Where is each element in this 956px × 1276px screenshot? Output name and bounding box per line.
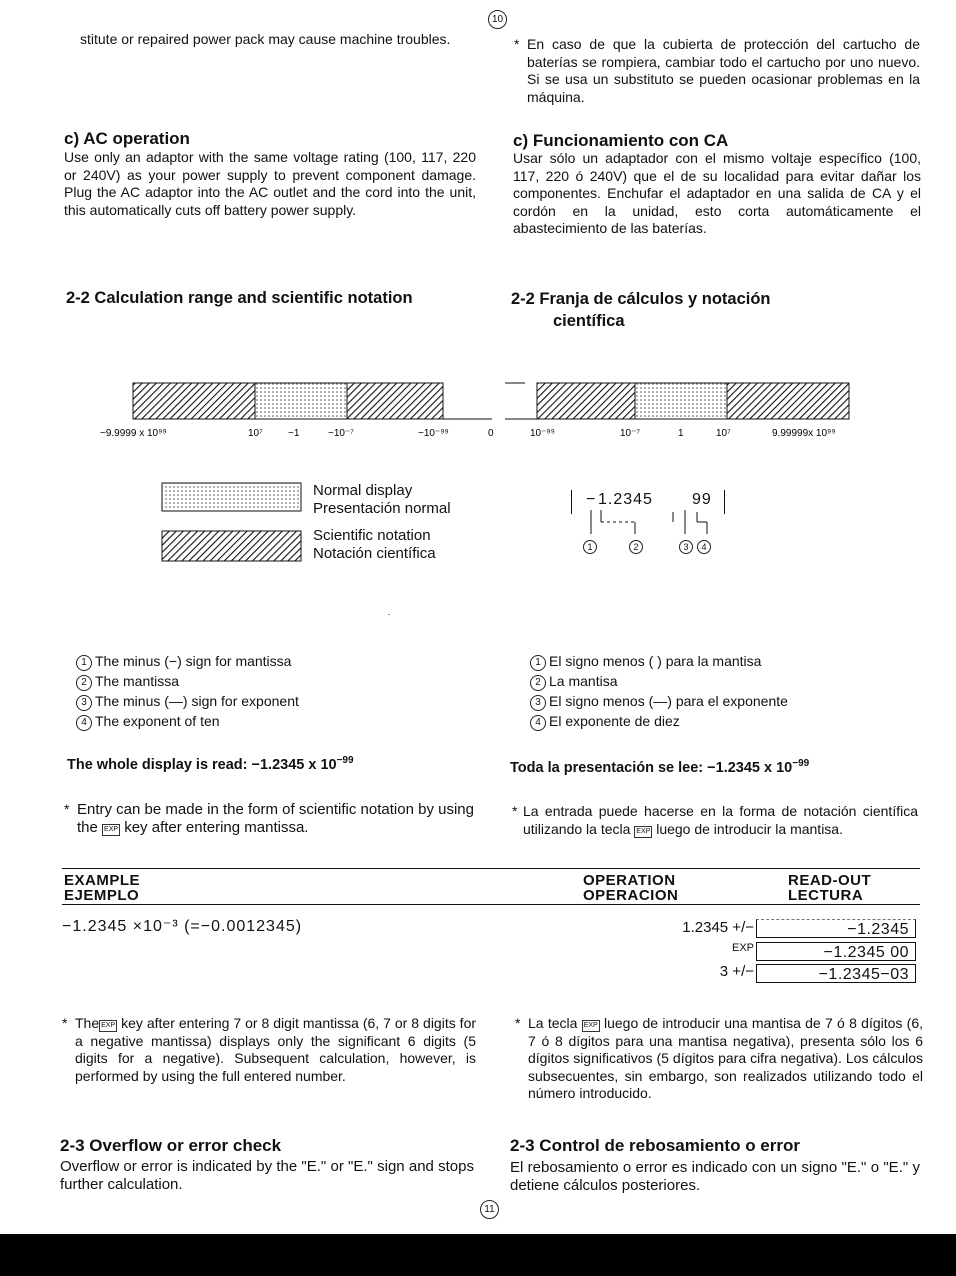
right-section-2-3-body: El rebosamiento o error es indicado con un signo "E." o "E." y detiene cálculos posteriores. bbox=[510, 1159, 920, 1194]
right-item-2: 2 La mantisa bbox=[530, 671, 788, 691]
exp-key-icon: EXP bbox=[634, 826, 652, 838]
right-exp-note: * La tecla EXP luego de introducir una mantisa de 7 ó 8 dígitos (6, 7 ó 8 dígitos para una mantisa negativa), presenta sólo los 6 dígitos significativos (5 dígitos para cifra negativa). Los cálculos subsecuentes, sin embargo, son realizados utilizando todo el número introducido. bbox=[515, 1015, 924, 1102]
table-op-3: 3 +/− bbox=[719, 963, 754, 980]
left-exp-note: * The EXP key after entering 7 or 8 digit mantissa (6, 7 or 8 digits for a negative mantissa) displays only the significant 6 digits (5 digits for a negative). Subsequent calculation, however, is performed by using the full entered number. bbox=[62, 1015, 477, 1084]
range-label-neg-10-neg7: −10⁻⁷ bbox=[328, 428, 354, 439]
display-mantissa: 1.2345 bbox=[598, 491, 653, 508]
marker-1: 1 bbox=[583, 540, 597, 554]
range-label-zero: 0 bbox=[488, 428, 494, 439]
right-section-2-2-title-2: científica bbox=[553, 312, 625, 330]
left-ac-title: c) AC operation bbox=[64, 129, 190, 148]
right-read-line: Toda la presentación se lee: −1.2345 x $10^{-99}$ bbox=[510, 758, 810, 776]
right-sci-range bbox=[727, 383, 849, 419]
display-exponent: 99 bbox=[692, 491, 712, 508]
right-ac-title: c) Funcionamiento con CA bbox=[513, 131, 729, 150]
table-header-example-es: EJEMPLO bbox=[64, 887, 140, 904]
display-pointer-lines bbox=[575, 508, 725, 538]
left-section-2-2-title: 2-2 Calculation range and scientific notation bbox=[66, 289, 413, 307]
right-intro-block: * En caso de que la cubierta de protección del cartucho de baterías se rompiera, cambiar todo el cartucho por uno nuevo. Si se usa un substituto se pueden ocasionar problemas en la máquina. bbox=[514, 36, 920, 105]
table-readout-2: −1.2345 00 bbox=[756, 942, 916, 961]
exp-key-icon: EXP bbox=[582, 1020, 600, 1032]
table-header-readout-en: READ-OUT bbox=[788, 872, 872, 889]
range-label-right-10-7: 10⁷ bbox=[716, 428, 731, 439]
page-number-bottom-label: 11 bbox=[480, 1200, 499, 1219]
left-section-2-3-body: Overflow or error is indicated by the "E." or "E." sign and stops further calculation. bbox=[60, 1158, 474, 1193]
range-label-10-neg99: 10⁻⁹⁹ bbox=[530, 428, 555, 439]
page-number-top bbox=[488, 10, 510, 29]
right-ac-body: Usar sólo un adaptador con el mismo voltaje específico (100, 117, 220 ó 240V) que el de su localidad para evitar dañar los componentes. Enchufar el adaptador en una salida de CA y el cordón en la unidad, esto corta automáticamente el abastecimiento de las baterías. bbox=[513, 150, 921, 237]
left-intro: stitute or repaired power pack may cause machine troubles. bbox=[80, 31, 451, 47]
page-number-top-label: 10 bbox=[488, 10, 507, 29]
range-label-neg-max: −9.9999 x 10⁹⁹ bbox=[100, 428, 167, 439]
right-entry-note: * La entrada puede hacerse en la forma de notación científica utilizando la tecla EXP luego de introducir la mantisa. bbox=[512, 803, 918, 837]
left-read-line: The whole display is read: −1.2345 x $10^{-99}$ bbox=[67, 755, 354, 773]
right-section-2-3-title: 2-3 Control de rebosamiento o error bbox=[510, 1136, 800, 1155]
table-op-1: 1.2345 +/− bbox=[682, 919, 754, 936]
right-item-list bbox=[530, 651, 788, 731]
table-header-example-en: EXAMPLE bbox=[64, 872, 141, 889]
display-minus: − bbox=[586, 491, 597, 508]
left-section-2-3-title: 2-3 Overflow or error check bbox=[60, 1136, 282, 1155]
table-header-readout-es: LECTURA bbox=[788, 887, 864, 904]
table-op-2: EXP bbox=[731, 942, 754, 954]
table-readout-3: −1.2345−03 bbox=[756, 964, 916, 983]
legend-sci-en: Scientific notation bbox=[313, 527, 431, 544]
left-item-4: 4 The exponent of ten bbox=[76, 711, 299, 731]
right-item-3: 3 El signo menos (—) para el exponente bbox=[530, 691, 788, 711]
table-header-operation-es: OPERACION bbox=[583, 887, 679, 904]
right-intro: En caso de que la cubierta de protección del cartucho de baterías se rompiera, cambiar todo el cartucho por uno nuevo. Si se usa un substituto se pueden ocasionar problemas en la máquina. bbox=[527, 36, 920, 105]
right-normal-range bbox=[635, 383, 727, 419]
table-example: −1.2345 ×10⁻³ (=−0.0012345) bbox=[62, 918, 303, 935]
range-label-one: 1 bbox=[678, 428, 684, 439]
right-section-2-2-title-1: 2-2 Franja de cálculos y notación bbox=[511, 290, 771, 308]
left-item-2: 2 The mantissa bbox=[76, 671, 299, 691]
legend-normal-es: Presentación normal bbox=[313, 500, 451, 517]
right-small-sci-range bbox=[537, 383, 635, 419]
left-sci-range bbox=[133, 383, 255, 419]
legend-swatches bbox=[161, 482, 303, 564]
right-item-1: 1 El signo menos ( ) para la mantisa bbox=[530, 651, 788, 671]
exp-key-icon: EXP bbox=[102, 824, 120, 836]
legend-normal-swatch bbox=[162, 483, 301, 511]
marker-2: 2 bbox=[629, 540, 643, 554]
marker-4: 4 bbox=[697, 540, 711, 554]
table-header-operation-en: OPERATION bbox=[583, 872, 676, 889]
table-readout-1: −1.2345 bbox=[756, 919, 916, 938]
range-diagram bbox=[100, 375, 890, 445]
exp-key-icon: EXP bbox=[99, 1020, 117, 1032]
left-ac-body: Use only an adaptor with the same voltage rating (100, 117, 220 or 240V) as your power supply to prevent component damage. Plug the AC adaptor into the AC outlet and the cord into the unit, this automatically cuts off battery power supply. bbox=[64, 149, 476, 218]
range-label-10-neg7: 10⁻⁷ bbox=[620, 428, 641, 439]
range-label-neg-10-neg99: −10⁻⁹⁹ bbox=[418, 428, 449, 439]
range-label-pos-max: 9.99999x 10⁹⁹ bbox=[772, 428, 836, 439]
range-label-neg-1: −1 bbox=[288, 428, 300, 439]
right-item-4: 4 El exponente de diez bbox=[530, 711, 788, 731]
left-item-list bbox=[76, 651, 299, 731]
legend-sci-es: Notación científica bbox=[313, 545, 436, 562]
range-label-10-7: 10⁷ bbox=[248, 428, 263, 439]
left-normal-range bbox=[255, 383, 347, 419]
left-entry-note: * Entry can be made in the form of scientific notation by using the EXP key after entering mantissa. bbox=[64, 801, 474, 836]
legend-normal-en: Normal display bbox=[313, 482, 413, 499]
marker-3: 3 bbox=[679, 540, 693, 554]
left-item-3: 3 The minus (—) sign for exponent bbox=[76, 691, 299, 711]
left-small-sci-range bbox=[347, 383, 443, 419]
left-item-1: 1 The minus (−) sign for mantissa bbox=[76, 651, 299, 671]
legend-sci-swatch bbox=[162, 531, 301, 561]
page-number-bottom bbox=[480, 1200, 502, 1219]
